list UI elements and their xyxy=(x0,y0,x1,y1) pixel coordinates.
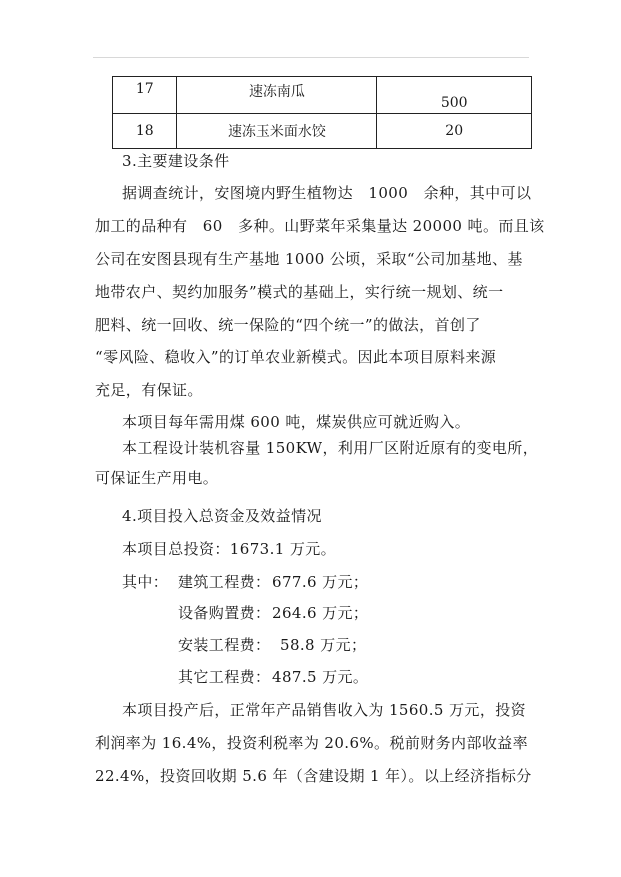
paragraph-line: 22.4%，投资回收期 5.6 年（含建设期 1 年）。以上经济指标分 xyxy=(95,767,532,785)
product-table xyxy=(112,76,532,149)
product-value: 20 xyxy=(377,114,532,149)
breakdown-item-value: 264.6 万元； xyxy=(272,604,369,622)
table-row xyxy=(113,77,532,114)
paragraph-line: 据调查统计，安图境内野生植物达 1000 余种，其中可以 xyxy=(122,184,532,202)
paragraph-line: 肥料、统一回收、统一保险的“四个统一”的做法，首创了 xyxy=(95,316,481,334)
row-number: 17 xyxy=(113,77,177,114)
breakdown-item-label: 设备购置费： xyxy=(178,604,271,622)
breakdown-item-value: 58.8 万元； xyxy=(280,636,367,654)
row-number: 18 xyxy=(113,114,177,149)
paragraph-line: 本项目每年需用煤 600 吨，煤炭供应可就近购入。 xyxy=(122,413,471,431)
product-name: 速冻南瓜 xyxy=(177,77,377,114)
section-4-heading: 4.项目投入总资金及效益情况 xyxy=(122,507,322,525)
table-row xyxy=(113,114,532,149)
breakdown-item-label: 建筑工程费： xyxy=(178,573,271,591)
paragraph-line: “零风险、稳收入”的订单农业新模式。因此本项目原料来源 xyxy=(95,348,497,366)
paragraph-line: 本工程设计装机容量 150KW，利用厂区附近原有的变电所， xyxy=(122,439,539,457)
section-3-heading: 3.主要建设条件 xyxy=(122,152,230,170)
paragraph-line: 利润率为 16.4%，投资利税率为 20.6%。税前财务内部收益率 xyxy=(95,734,529,752)
breakdown-item-label: 其它工程费： xyxy=(178,668,271,686)
total-investment: 本项目总投资：1673.1 万元。 xyxy=(122,540,337,558)
paragraph-line: 地带农户、契约加服务”模式的基础上，实行统一规划、统一 xyxy=(95,283,504,301)
paragraph-line: 可保证生产用电。 xyxy=(95,469,219,487)
product-value: 500 xyxy=(377,77,532,114)
page-header-rule xyxy=(93,57,529,58)
breakdown-label: 其中： xyxy=(122,573,169,591)
paragraph-line: 充足，有保证。 xyxy=(95,381,203,399)
product-name: 速冻玉米面水饺 xyxy=(177,114,377,149)
breakdown-item-value: 487.5 万元。 xyxy=(272,668,369,686)
paragraph-line: 公司在安图县现有生产基地 1000 公顷，采取“公司加基地、基 xyxy=(95,250,523,268)
paragraph-line: 本项目投产后，正常年产品销售收入为 1560.5 万元，投资 xyxy=(122,701,527,719)
breakdown-item-label: 安装工程费： xyxy=(178,636,271,654)
paragraph-line: 加工的品种有 60 多种。山野菜年采集量达 20000 吨。而且该 xyxy=(95,217,545,235)
breakdown-item-value: 677.6 万元； xyxy=(272,573,369,591)
